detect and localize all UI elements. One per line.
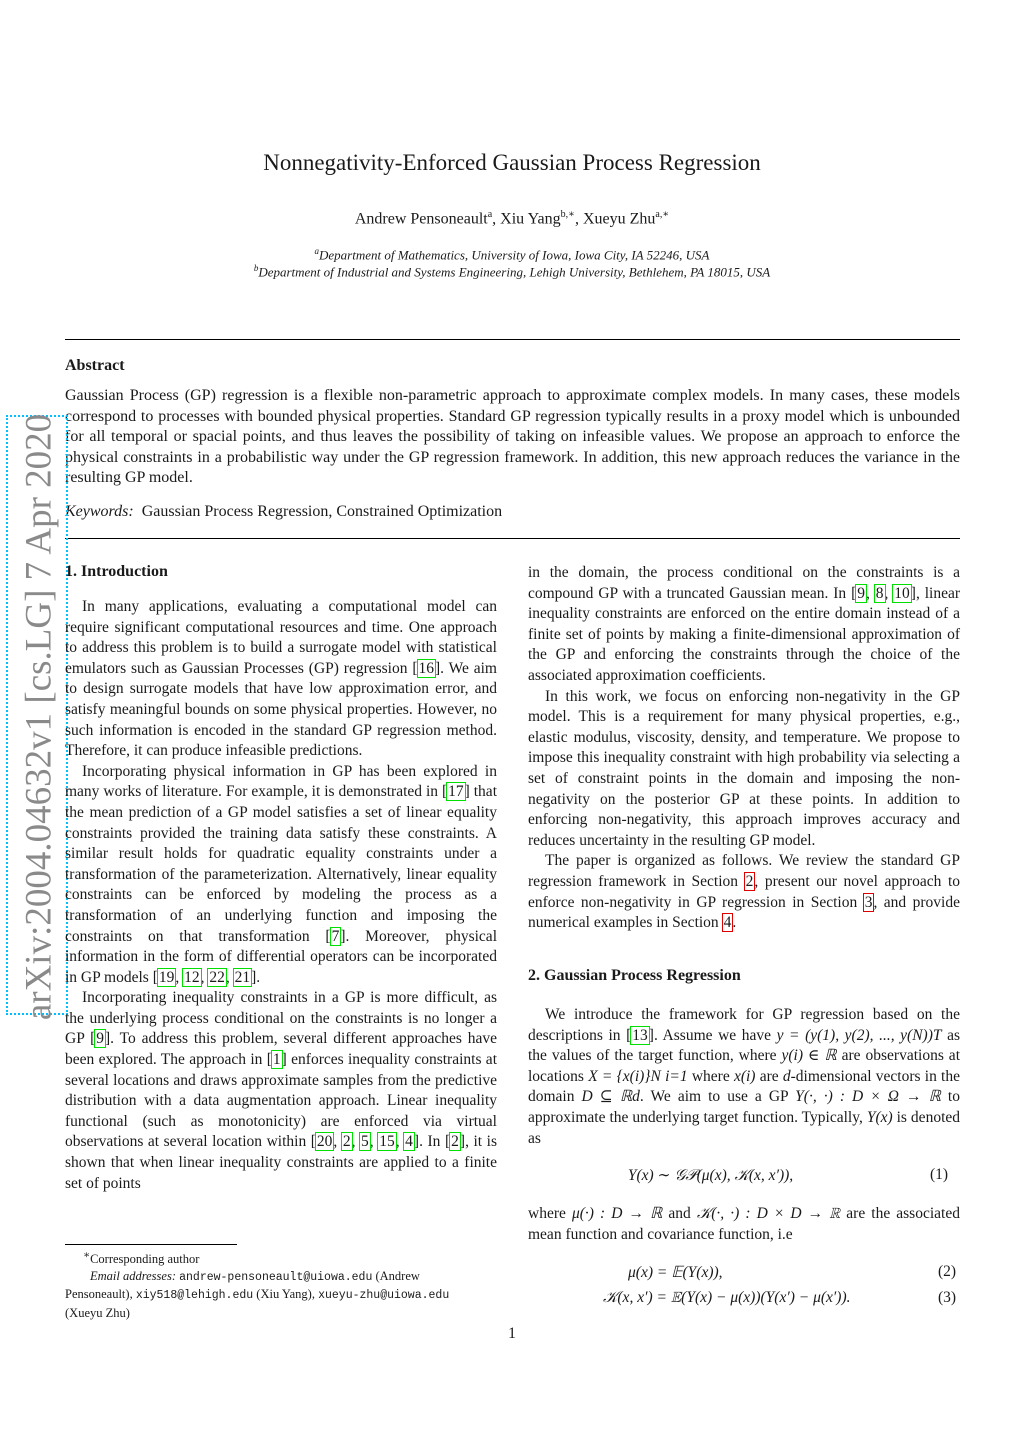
citation-link[interactable]: 21 (234, 968, 251, 986)
section-heading: 1. Introduction (65, 563, 168, 580)
math: μ(·) : D → ℝ (571, 1205, 663, 1222)
keywords (65, 503, 502, 521)
author-name: Xueyu Zhu (582, 210, 656, 228)
citation-link[interactable]: 2 (342, 1133, 351, 1151)
author-mark: a,∗ (655, 209, 670, 220)
author-mark: a (487, 209, 493, 220)
author-name: Xiu Yang (500, 210, 561, 228)
citation-link[interactable]: 7 (331, 927, 340, 945)
equation-number: (2) (938, 1263, 957, 1280)
math: X = {x(i)}N i=1 (588, 1067, 688, 1085)
equation-number: (3) (938, 1289, 957, 1306)
right-column (528, 563, 960, 934)
email-link[interactable]: xiy518@lehigh.edu (135, 1289, 254, 1303)
math: x(i) (733, 1067, 756, 1085)
equation-number: (1) (930, 1166, 949, 1183)
abstract-text: Gaussian Process (GP) regression is a flexible non-parametric approach to approximate complex models. In many cases, these models correspond to processes with bounded physical properties. Standard GP regression typically results in a proxy model which is unbounded for all temporal or spacial points, and thus leaves the possibility of taking on infeasible values. We propose an approach to enforce the physical constraints in a probabilistic way under the GP regression framework. In addition, this new approach reduces the variance in the resulting GP model. (65, 387, 960, 487)
affiliation (0, 246, 1024, 263)
section-ref-link[interactable]: 3 (864, 893, 873, 911)
affiliation (0, 263, 1024, 280)
email-link[interactable]: xueyu-zhu@uiowa.edu (318, 1289, 450, 1303)
math: y(i) ∈ ℝ (781, 1047, 837, 1065)
keywords-label: Keywords: (65, 503, 134, 520)
footnote-mark: ∗ (83, 1250, 91, 1261)
email-label: Email addresses: (90, 1268, 176, 1283)
footnote-text: Corresponding author (90, 1252, 200, 1267)
equation-1: Y(x) ∼ 𝒢𝒫(μ(x), 𝒦(x, x′)), (627, 1167, 794, 1184)
divider (65, 538, 960, 539)
math: y = (y(1), y(2), ..., y(N))T (776, 1026, 942, 1044)
paragraph: in the domain, the process conditional on the constraints is a compound GP with a truncated Gaussian mean. In [9, 8, 10], linear inequality constraints are enforced on the entire domain instead of a finite set of points by making a finite-dimensional approximation of the GP and enforcing the constraints through the choice of the associated approximation coefficients. (528, 564, 960, 684)
section-heading: 2. Gaussian Process Regression (528, 967, 741, 984)
equation-2: μ(x) = 𝔼(Y(x)), (628, 1264, 723, 1281)
equation-3: 𝒦(x, x′) = 𝔼(Y(x) − μ(x))(Y(x′) − μ(x′)). (603, 1289, 851, 1306)
divider (65, 339, 960, 340)
author-mark: b,∗ (560, 209, 575, 220)
email-link[interactable]: andrew-pensoneault@uiowa.edu (179, 1270, 373, 1284)
math: Y(·, ·) : D × Ω → ℝ (795, 1088, 941, 1106)
math: Y(x) (866, 1108, 893, 1126)
paragraph: In this work, we focus on enforcing non-negativity in the GP model. This is a requirement for many physical properties, e.g., elastic modulus, viscosity, density, and temperature. We propose to impose this inequality constraint with high probability via selecting a set of constraint points in the domain and imposing the non-negativity on the posterior GP at these points. In addition to enforcing non-negativity, this approach improves accuracy and reduces uncertainty in the resulting GP model. (528, 687, 960, 849)
citation-link[interactable]: 20 (316, 1133, 333, 1151)
paragraph: Incorporating physical information in GP has been explored in many works of literature. For example, it is demonstrated in [17] that the mean prediction of a GP model satisfies a set of linear equality constraints provided the training data satisfy these constraints. A similar result holds for quadratic equality constraints under a transformation of the parameterization. Alternatively, linear equality constraints can be enforced by modeling the process as a transformation of an underlying function and imposing the constraints on that transformation [7]. Moreover, physical information in the form of differential operators can be incorporated in GP models [19, 12, 22, 21]. (65, 762, 497, 986)
footnote: ∗Corresponding author Email addresses: andrew-pensoneault@uiowa.edu (Andrew Pensoneault), xiy518@lehigh.edu (Xiu Yang), xueyu-zhu@uiowa.edu (Xueyu Zhu) (65, 1250, 450, 1320)
citation-link[interactable]: 2 (451, 1133, 459, 1151)
author-name: Andrew Pensoneault (354, 210, 488, 228)
section2-text (528, 1005, 960, 1149)
paragraph: Incorporating inequality constraints in a GP is more difficult, as the underlying process conditional on the constraints is no longer a GP [9]. To address this problem, several different approaches have been explored. The approach in [1] enforces inequality constraints at several locations and draws approximate samples from the predictive distribution with a data augmentation approach. Linear inequality functional (such as monotonicity) are enforced via virtual observations at several location within [20, 2, 5, 15, 4]. In [2], it is shown that when linear inequality constraints are applied to a finite set of points (65, 989, 498, 1192)
affiliation-mark: a (314, 246, 320, 256)
paragraph: In many applications, evaluating a computational model can require significant computational resources and time. One approach to address this problem is to build a surrogate model with statistical emulators such as Gaussian Processes (GP) regression [16]. We aim to design surrogate models that have low approximation error, and satisfy meaningful bounds on some physical properties. However, no such information is encoded in the standard GP regression method. Therefore, it can produce infeasible predictions. (65, 598, 497, 760)
citation-link[interactable]: 4 (405, 1133, 413, 1151)
page-number: 1 (508, 1325, 516, 1342)
math: D ⊆ ℝd (581, 1088, 640, 1106)
citation-link[interactable]: 12 (184, 968, 200, 986)
citation-link[interactable]: 19 (158, 968, 175, 986)
math: 𝒦(·, ·) : D × D → ℝ (696, 1205, 841, 1222)
equation-description (528, 1204, 960, 1245)
affiliation-text: Department of Industrial and Systems Engineering, Lehigh University, Bethlehem, PA 18015, USA (258, 264, 771, 280)
keywords-text: Gaussian Process Regression, Constrained Optimization (141, 503, 503, 520)
paper-title: Nonnegativity-Enforced Gaussian Process Regression (263, 150, 761, 175)
citation-link[interactable]: 8 (875, 584, 884, 602)
citation-link[interactable]: 17 (448, 783, 464, 801)
citation-link[interactable]: 1 (272, 1051, 281, 1069)
arxiv-stamp[interactable] (6, 413, 68, 1021)
footnote-divider (65, 1244, 237, 1245)
citation-link[interactable]: 15 (379, 1133, 395, 1151)
arxiv-stamp-text: arXiv:2004.04632v1 [cs.LG] 7 Apr 2020 (18, 413, 60, 1021)
citation-link[interactable]: 22 (209, 968, 225, 986)
abstract-heading: Abstract (65, 357, 125, 374)
paragraph: The paper is organized as follows. We review the standard GP regression framework in Section 2, present our novel approach to enforce non-negativity in GP regression in Section 3, and provide numerical examples in Section 4. (528, 852, 960, 932)
citation-link[interactable]: 9 (857, 584, 865, 602)
author-list: Andrew Pensoneault$^a$, Xiu Yang$^{b,∗}$, Xueyu Zhu$^{a,∗}$ (354, 209, 670, 228)
section-ref-link[interactable]: 2 (745, 872, 754, 890)
left-column (65, 597, 497, 1194)
citation-link[interactable]: 13 (632, 1026, 648, 1044)
affiliation-text: Department of Mathematics, University of Iowa, Iowa City, IA 52246, USA (319, 247, 710, 263)
citation-link[interactable]: 9 (96, 1030, 104, 1048)
citation-link[interactable]: 16 (418, 659, 435, 677)
affiliation-mark: b (253, 263, 259, 273)
paragraph: We introduce the framework for GP regression based on the descriptions in [13]. Assume we have y = (y(1), y(2), ..., y(N))T as the values of the target function, where y(i) ∈ ℝ are observations at locations X = {x(i)}N i=1 where x(i) are d-dimensional vectors in the domain D ⊆ ℝd. We aim to use a GP Y(·, ·) : D × Ω → ℝ to approximate the underlying target function. Typically, Y(x) is denoted as (528, 1006, 961, 1147)
section-ref-link[interactable]: 4 (723, 914, 732, 932)
citation-link[interactable]: 5 (361, 1133, 369, 1151)
paragraph: where μ(·) : D → ℝ and 𝒦(·, ·) : D × D → ℝ are the associated mean function and covariance function, i.e (528, 1205, 960, 1243)
math: d (782, 1067, 791, 1085)
citation-link[interactable]: 10 (894, 584, 910, 602)
